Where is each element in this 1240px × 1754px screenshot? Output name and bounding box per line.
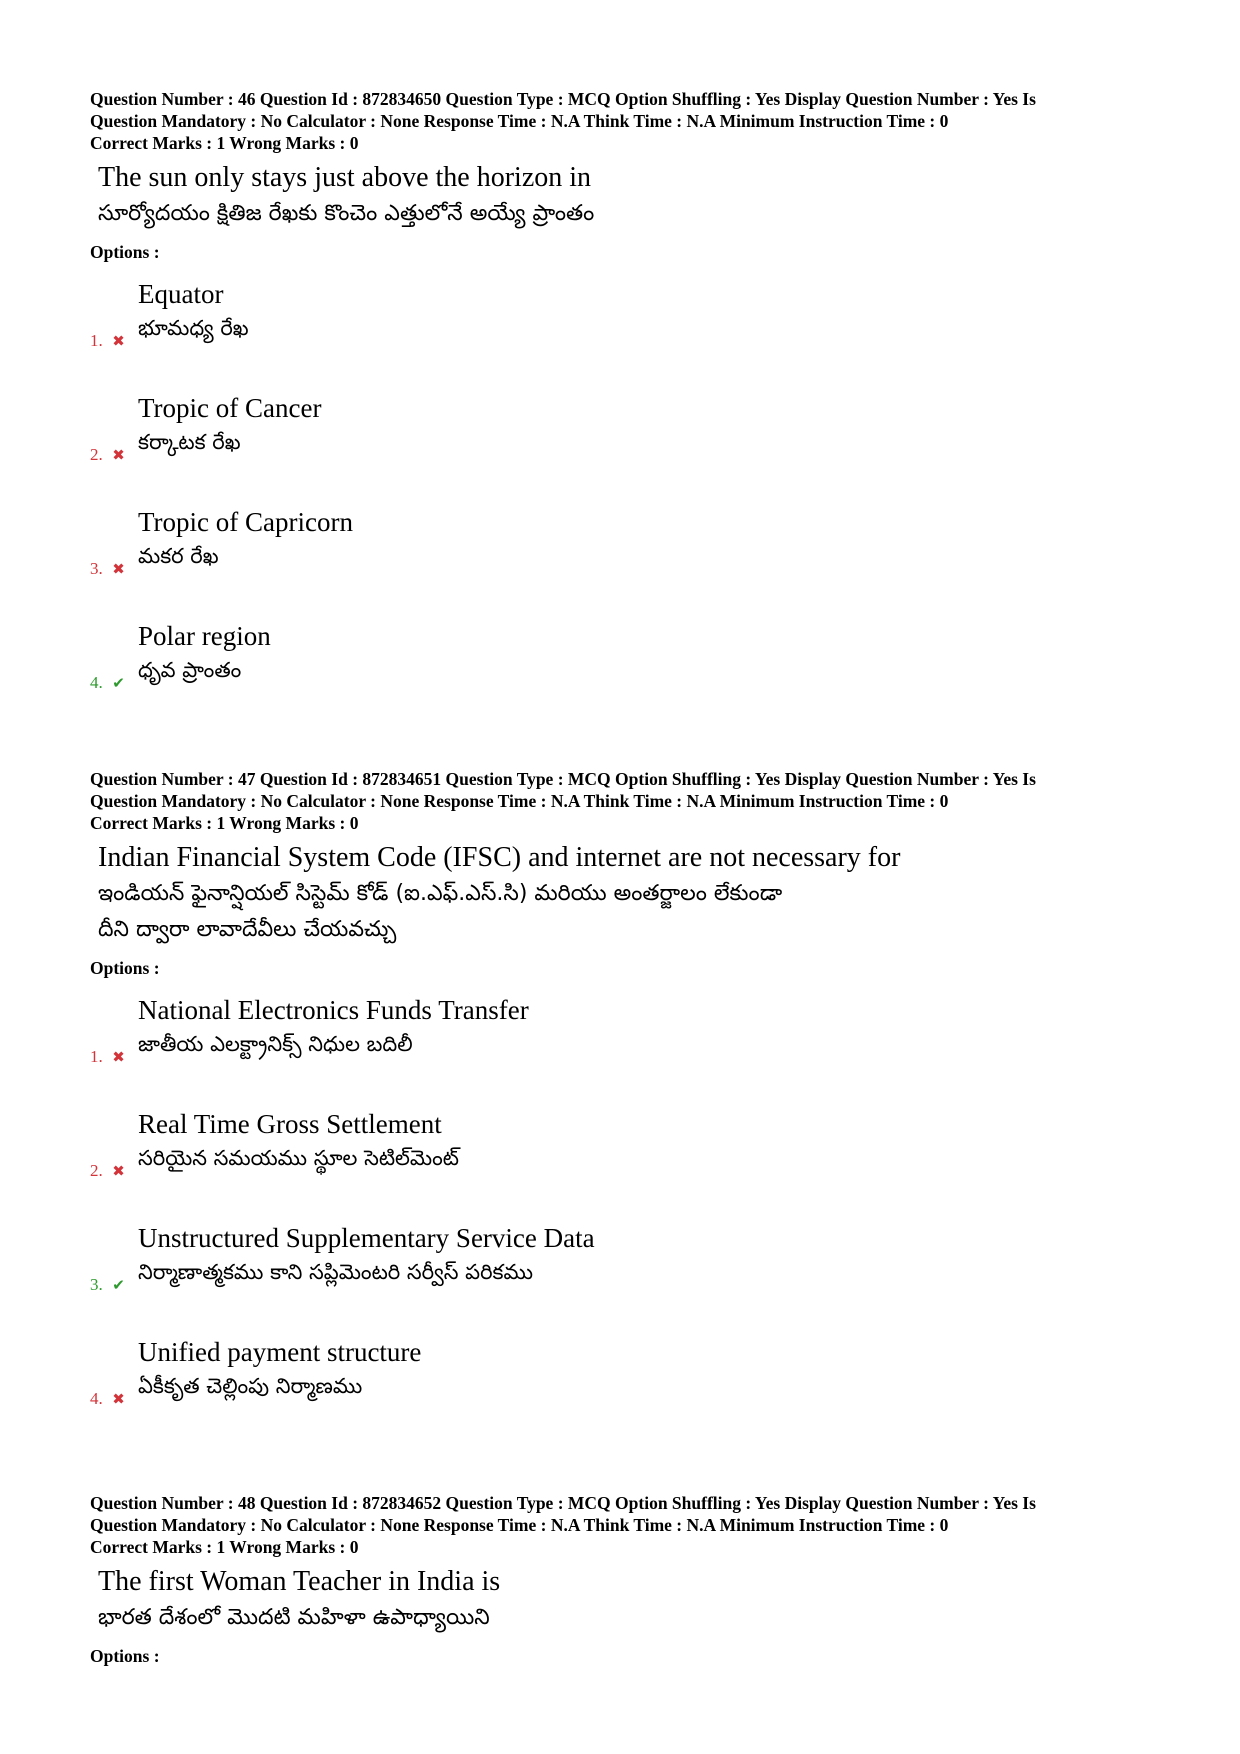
option-number: 2. xyxy=(90,1161,103,1180)
option-number: 4. xyxy=(90,673,103,692)
question-text-te: భారత దేశంలో మొదటి మహిళా ఉపాధ్యాయిని xyxy=(98,1605,490,1630)
option-4 xyxy=(90,605,1150,719)
options-label: Options : xyxy=(90,1646,160,1666)
option-2 xyxy=(90,377,1150,491)
question-meta-line1: Question Number : 46 Question Id : 872834650 Question Type : MCQ Option Shuffling : Yes Display Question Number : Yes Is xyxy=(90,89,1036,109)
option-3 xyxy=(90,491,1150,605)
options-list xyxy=(90,263,1150,719)
question-meta-line3: Correct Marks : 1 Wrong Marks : 0 xyxy=(90,813,359,833)
question-text-en: The sun only stays just above the horizon in xyxy=(98,162,592,193)
option-number: 3. xyxy=(90,1275,103,1294)
option-text-en: National Electronics Funds Transfer xyxy=(138,995,529,1025)
option-1 xyxy=(90,263,1150,377)
check-mark-icon: ✔ xyxy=(112,674,125,692)
cross-mark-icon: ✖ xyxy=(112,560,125,578)
cross-mark-icon: ✖ xyxy=(112,1162,125,1180)
option-text-en: Tropic of Cancer xyxy=(138,393,322,423)
question-text xyxy=(98,1564,1150,1636)
option-number: 1. xyxy=(90,1047,103,1066)
question-47 xyxy=(90,768,1150,1435)
cross-mark-icon: ✖ xyxy=(112,1048,125,1066)
option-text-en: Tropic of Capricorn xyxy=(138,507,353,537)
options-list xyxy=(90,979,1150,1435)
option-number: 4. xyxy=(90,1389,103,1408)
check-mark-icon: ✔ xyxy=(112,1276,125,1294)
option-text-te: జాతీయ ఎలక్ట్రానిక్స్ నిధుల బదిలీ xyxy=(138,1032,413,1056)
option-text-en: Unified payment structure xyxy=(138,1337,422,1367)
question-meta-line3: Correct Marks : 1 Wrong Marks : 0 xyxy=(90,133,359,153)
option-1 xyxy=(90,979,1150,1093)
option-4 xyxy=(90,1321,1150,1435)
option-text-te: కర్కాటక రేఖ xyxy=(138,430,241,454)
option-text-en: Real Time Gross Settlement xyxy=(138,1109,442,1139)
option-number: 2. xyxy=(90,445,103,464)
option-2 xyxy=(90,1093,1150,1207)
options-label: Options : xyxy=(90,958,160,978)
option-3 xyxy=(90,1207,1150,1321)
options-label: Options : xyxy=(90,242,160,262)
question-text xyxy=(98,160,1150,232)
option-text-en: Polar region xyxy=(138,621,271,651)
option-number: 3. xyxy=(90,559,103,578)
question-text-te-line2: దీని ద్వారా లావాదేవీలు చేయవచ్చు xyxy=(98,917,397,942)
option-text-te: మకర రేఖ xyxy=(138,544,219,568)
question-text-te: ఇండియన్ ఫైనాన్షియల్ సిస్టెమ్ కోడ్ (ఐ.ఎఫ్.ఎస్.సి) మరియు అంతర్జాలం లేకుండా xyxy=(98,881,783,906)
cross-mark-icon: ✖ xyxy=(112,1390,125,1408)
option-text-te: నిర్మాణాత్మకము కాని సప్లిమెంటరి సర్వీస్ పరికము xyxy=(138,1260,533,1284)
question-text-te: సూర్యోదయం క్షితిజ రేఖకు కొంచెం ఎత్తులోనే అయ్యే ప్రాంతం xyxy=(98,201,595,226)
question-meta-line1: Question Number : 48 Question Id : 872834652 Question Type : MCQ Option Shuffling : Yes Display Question Number : Yes Is xyxy=(90,1493,1036,1513)
question-46 xyxy=(90,88,1150,719)
option-text-en: Equator xyxy=(138,279,224,309)
option-text-te: ఏకీకృత చెల్లింపు నిర్మాణము xyxy=(138,1374,363,1398)
option-text-en: Unstructured Supplementary Service Data xyxy=(138,1223,595,1253)
question-meta-line2: Question Mandatory : No Calculator : None Response Time : N.A Think Time : N.A Minimum Instruction Time : 0 xyxy=(90,111,949,131)
question-meta-line2: Question Mandatory : No Calculator : None Response Time : N.A Think Time : N.A Minimum Instruction Time : 0 xyxy=(90,1515,949,1535)
option-text-te: సరియైన సమయము స్థూల సెటిల్‌మెంట్ xyxy=(138,1146,459,1170)
cross-mark-icon: ✖ xyxy=(112,332,125,350)
option-text-te: భూమధ్య రేఖ xyxy=(138,316,249,340)
question-meta-line3: Correct Marks : 1 Wrong Marks : 0 xyxy=(90,1537,359,1557)
option-text-te: ధృవ ప్రాంతం xyxy=(138,658,242,682)
question-text-en: Indian Financial System Code (IFSC) and internet are not necessary for xyxy=(98,842,901,873)
question-48 xyxy=(90,1492,1150,1667)
option-number: 1. xyxy=(90,331,103,350)
question-text xyxy=(98,840,1150,948)
question-text-en: The first Woman Teacher in India is xyxy=(98,1566,501,1597)
cross-mark-icon: ✖ xyxy=(112,446,125,464)
question-meta-line1: Question Number : 47 Question Id : 872834651 Question Type : MCQ Option Shuffling : Yes Display Question Number : Yes Is xyxy=(90,769,1036,789)
question-meta-line2: Question Mandatory : No Calculator : None Response Time : N.A Think Time : N.A Minimum Instruction Time : 0 xyxy=(90,791,949,811)
